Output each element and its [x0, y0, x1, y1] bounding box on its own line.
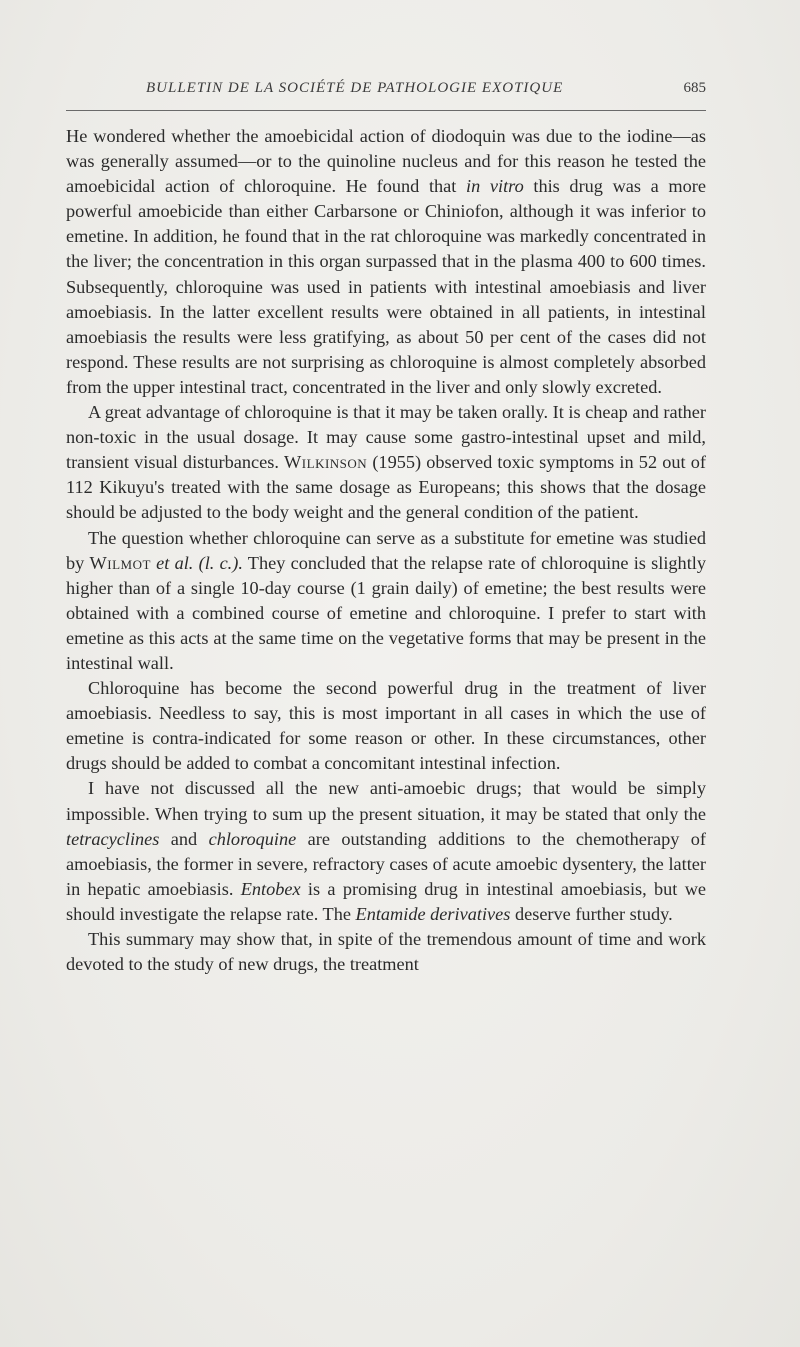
paragraph-text: He wondered whether the amoebicidal action of diodoquin was due to the iodine—as was generally assumed—or to the quinoline nucleus and for this reason he tested the amoebicidal action of chloroquine. He found that	[66, 126, 706, 197]
paragraph	[66, 124, 706, 400]
author-name: Wilmot	[89, 552, 151, 573]
paragraph-text: Chloroquine has become the second powerful drug in the treatment of liver amoebiasis. Needless to say, this is most important in all cases in which the use of emetine is contra-indicated for some reason or other. In these circumstances, other drugs should be added to combat a concomitant intestinal infection.	[66, 678, 706, 774]
paragraph-text: deserve further study.	[510, 903, 673, 924]
italic-text: tetracyclines	[66, 828, 160, 849]
paragraph-text: They concluded that the relapse rate of chloroquine is slightly higher than of a single 10-day course (1 grain daily) of emetine; the best results were obtained with a combined course of emetine and chloroquine. I prefer to start with emetine as this acts at the same time on the vegetative forms that may be present in the intestinal wall.	[66, 552, 706, 673]
running-header	[66, 80, 706, 106]
paragraph	[66, 927, 706, 977]
paragraph-text: (1955) observed toxic symptoms in 52 out of 112 Kikuyu's treated with the same dosage as Europeans; this shows that the dosage should be adjusted to the body weight and the general condition of the patient.	[66, 452, 706, 523]
paragraph-text: are outstanding additions to the chemotherapy of amoebiasis, the former in severe, refractory cases of acute amoebic dysentery, the latter in hepatic amoebiasis.	[66, 828, 706, 899]
paragraph	[66, 776, 706, 927]
paragraph-text: is a promising drug in intestinal amoebiasis, but we should investigate the relapse rate. The	[66, 878, 707, 924]
italic-text: chloroquine	[208, 828, 297, 849]
author-name: Wilkinson	[284, 452, 368, 473]
paragraph-text: this drug was a more powerful amoebicide than either Carbarsone or Chiniofon, although it was inferior to emetine. In addition, he found that in the rat chloroquine was markedly concentrated in the liver; the concentration in this organ surpassed that in the plasma 400 to 600 times. Subsequently, chloroquine was used in patients with intestinal amoebiasis and liver amoebiasis. In the latter excellent results were obtained in all patients, in intestinal amoebiasis the results were less gratifying, as about 50 per cent of the cases did not respond. These results are not surprising as chloroquine is almost completely absorbed from the upper intestinal tract, concentrated in the liver and only slowly excreted.	[66, 176, 706, 397]
paragraph	[66, 676, 706, 776]
header-rule	[66, 110, 706, 111]
paragraph-text: I have not discussed all the new anti-amoebic drugs; that would be simply impossible. When trying to sum up the present situation, it may be stated that only the	[66, 778, 706, 824]
paragraph-text: A great advantage of chloroquine is that it may be taken orally. It is cheap and rather non-toxic in the usual dosage. It may cause some gastro-intestinal upset and mild, transient visual disturbances.	[66, 402, 706, 473]
paragraph-text: The question whether chloroquine can serve as a substitute for emetine was studied by	[66, 527, 706, 573]
paragraph-text: and	[159, 828, 209, 849]
paragraph-text: This summary may show that, in spite of the tremendous amount of time and work devoted to the study of new drugs, the treatment	[66, 929, 706, 975]
page-number: 685	[683, 80, 706, 96]
paragraph	[66, 400, 706, 525]
italic-text: et al. (l. c.).	[156, 552, 243, 573]
paragraph	[66, 526, 706, 677]
italic-text: in vitro	[466, 176, 524, 197]
italic-text: Entamide derivatives	[355, 903, 511, 924]
italic-text: Entobex	[240, 878, 301, 899]
body-text	[66, 124, 706, 977]
running-title: BULLETIN DE LA SOCIÉTÉ DE PATHOLOGIE EXOTIQUE	[146, 80, 564, 96]
